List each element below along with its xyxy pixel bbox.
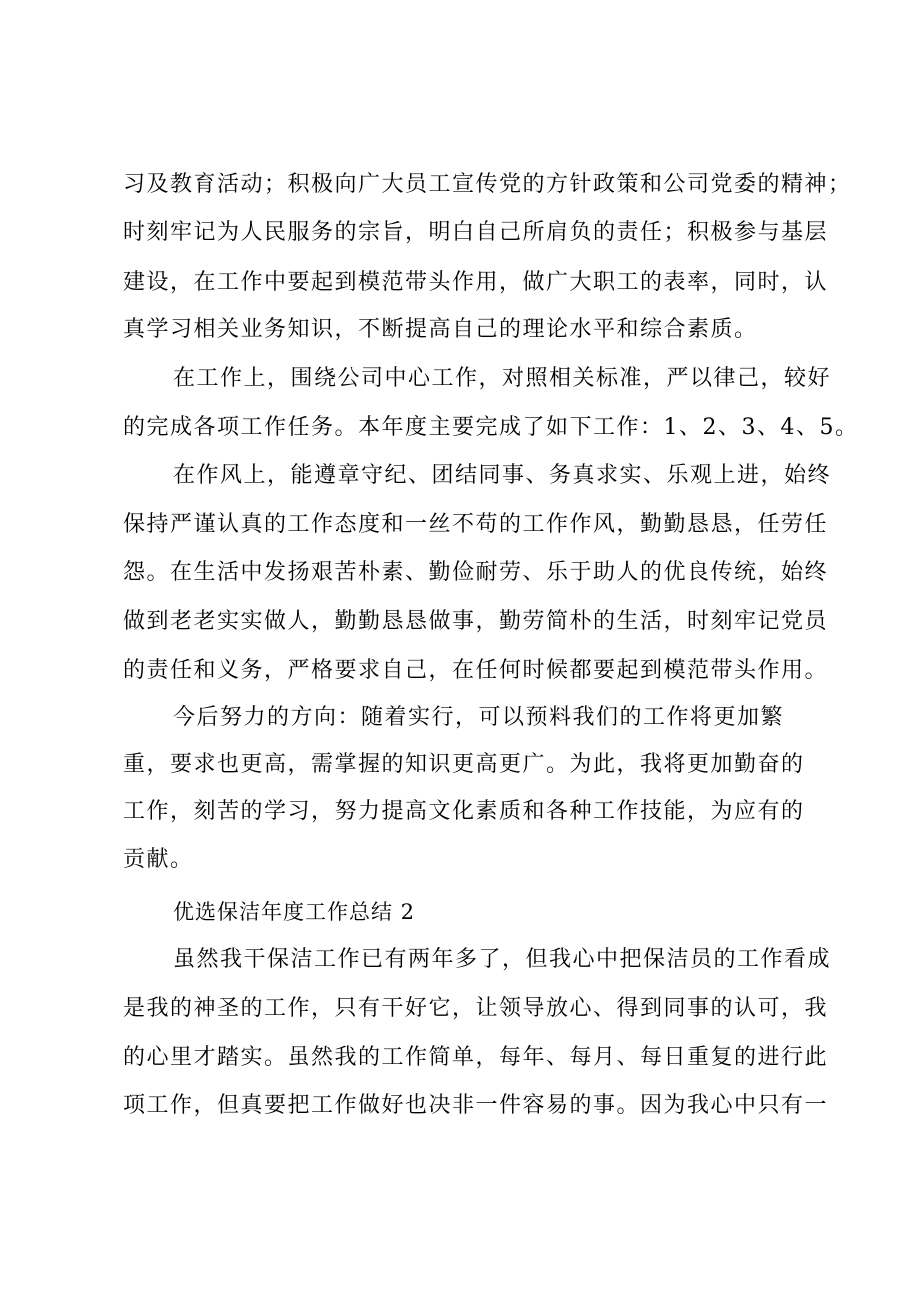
paragraph-line: 项工作，但真要把工作做好也决非一件容易的事。因为我心中只有一 [123,1093,829,1118]
paragraph-line: 时刻牢记为人民服务的宗旨，明白自己所肩负的责任；积极参与基层 [123,220,829,245]
paragraph-line: 怨。在生活中发扬艰苦朴素、勤俭耐劳、乐于助人的优良传统，始终 [123,560,829,585]
paragraph-line: 真学习相关业务知识，不断提高自己的理论水平和综合素质。 [123,317,758,342]
paragraph-line: 工作，刻苦的学习，努力提高文化素质和各种工作技能，为应有的 [123,799,805,824]
paragraph-line: 的心里才踏实。虽然我的工作简单，每年、每月、每日重复的进行此 [123,1045,829,1070]
paragraph-line: 的责任和义务，严格要求自己，在任何时候都要起到模范带头作用。 [123,658,829,683]
paragraph-line: 建设，在工作中要起到模范带头作用，做广大职工的表率，同时，认 [123,270,829,295]
paragraph-line: 是我的神圣的工作，只有干好它，让领导放心、得到同事的认可，我 [123,996,829,1021]
paragraph-line: 今后努力的方向：随着实行，可以预料我们的工作将更加繁 [173,705,785,730]
paragraph-line: 做到老老实实做人，勤勤恳恳做事，勤劳简朴的生活，时刻牢记党员 [123,609,829,634]
section-heading: 优选保洁年度工作总结 2 [173,900,416,924]
paragraph-line: 在作风上，能遵章守纪、团结同事、务真求实、乐观上进，始终 [173,463,832,488]
paragraph-line: 虽然我干保洁工作已有两年多了，但我心中把保洁员的工作看成 [173,947,832,972]
paragraph-line: 重，要求也更高，需掌握的知识更高更广。为此，我将更加勤奋的 [123,752,805,777]
paragraph-line: 的完成各项工作任务。本年度主要完成了如下工作：1、2、3、4、5。 [123,415,859,440]
paragraph-line: 贡献。 [123,847,194,872]
paragraph-line: 习及教育活动；积极向广大员工宣传党的方针政策和公司党委的精神； [123,172,852,197]
paragraph-line: 在工作上，围绕公司中心工作，对照相关标准，严以律己，较好 [173,366,832,391]
paragraph-line: 保持严谨认真的工作态度和一丝不苟的工作作风，勤勤恳恳，任劳任 [123,512,829,537]
